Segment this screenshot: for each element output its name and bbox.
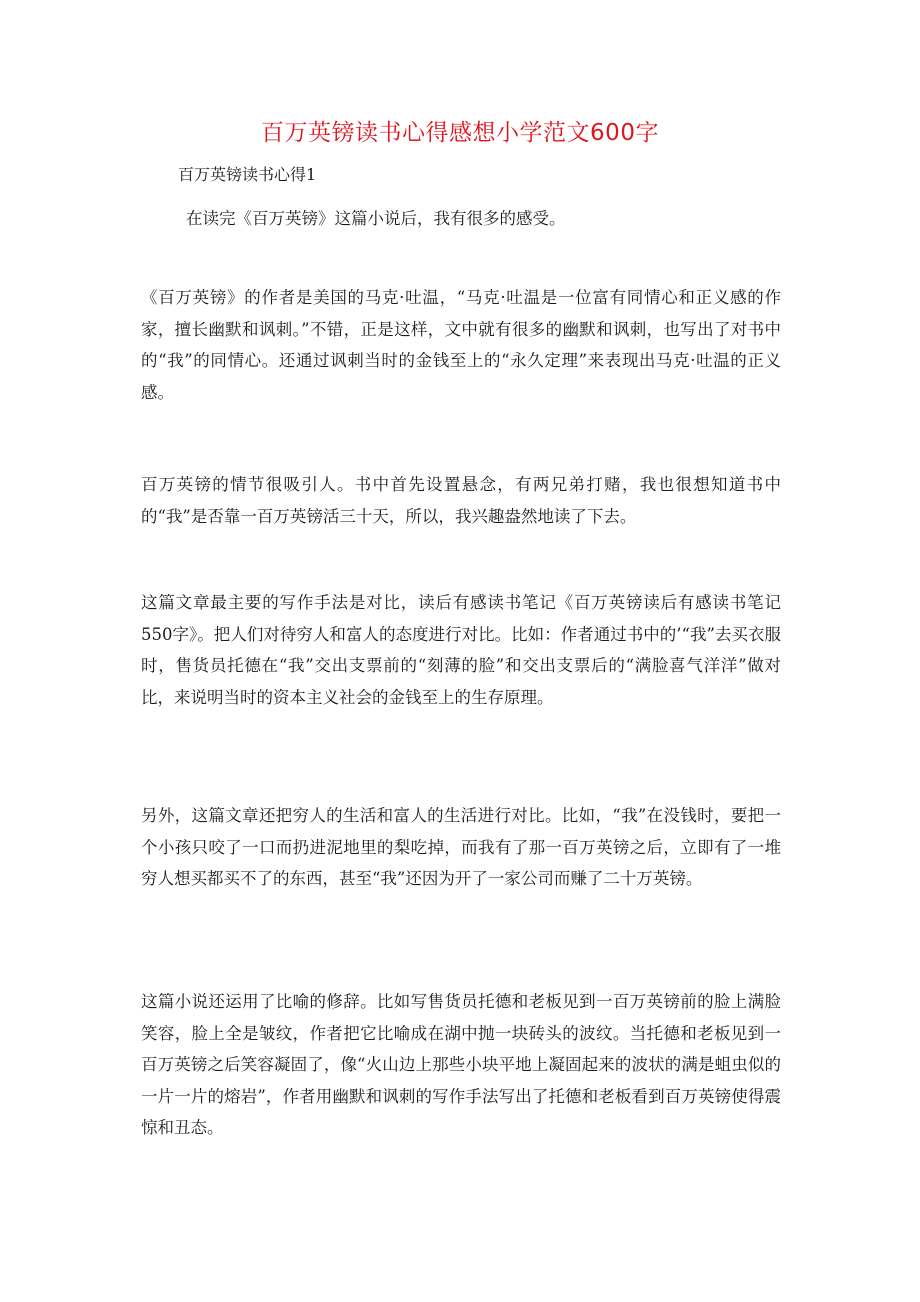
paragraph-intro: 在读完《百万英镑》这篇小说后，我有很多的感受。: [186, 209, 566, 228]
paragraph-plot: 百万英镑的情节很吸引人。书中首先设置悬念，有两兄弟打赌，我也很想知道书中的“我”是否靠一百万英镑活三十天，所以，我兴趣盎然地读了下去。: [141, 475, 781, 526]
paragraph-author: 《百万英镑》的作者是美国的马克·吐温，“马克·吐温是一位富有同情心和正义感的作家，擅长幽默和讽刺。”不错，正是这样，文中就有很多的幽默和讽刺，也写出了对书中的“我”的同情心。还通过讽刺当时的金钱至上的“永久定理”来表现出马克·吐温的正义感。: [141, 288, 781, 402]
paragraph-rich-poor: 另外，这篇文章还把穷人的生活和富人的生活进行对比。比如，“我”在没钱时，要把一个小孩只咬了一口而扔进泥地里的梨吃掉，而我有了那一百万英镑之后，立即有了一堆穷人想买都买不了的东西，甚至“我”还因为开了一家公司而赚了二十万英镑。: [141, 806, 781, 888]
paragraph-metaphor: 这篇小说还运用了比喻的修辞。比如写售货员托德和老板见到一百万英镑前的脸上满脸笑容，脸上全是皱纹，作者把它比喻成在湖中抛一块砖头的波纹。当托德和老板见到一百万英镑之后笑容凝固了，像“火山边上那些小块平地上凝固起来的波状的满是蛆虫似的一片一片的熔岩”，作者用幽默和讽刺的写作手法写出了托德和老板看到百万英镑使得震惊和丑态。: [141, 992, 781, 1137]
document-title: 百万英镑读书心得感想小学范文600字: [261, 120, 659, 146]
paragraph-contrast: 这篇文章最主要的写作手法是对比，读后有感读书笔记《百万英镑读后有感读书笔记550字》。把人们对待穷人和富人的态度进行对比。比如：作者通过书中的’“我”去买衣服时，售货员托德在“我”交出支票前的“刻薄的脸”和交出支票后的“满脸喜气洋洋”做对比，来说明当时的资本主义社会的金钱至上的生存原理。: [141, 593, 781, 707]
section-subtitle: 百万英镑读书心得1: [178, 165, 317, 184]
